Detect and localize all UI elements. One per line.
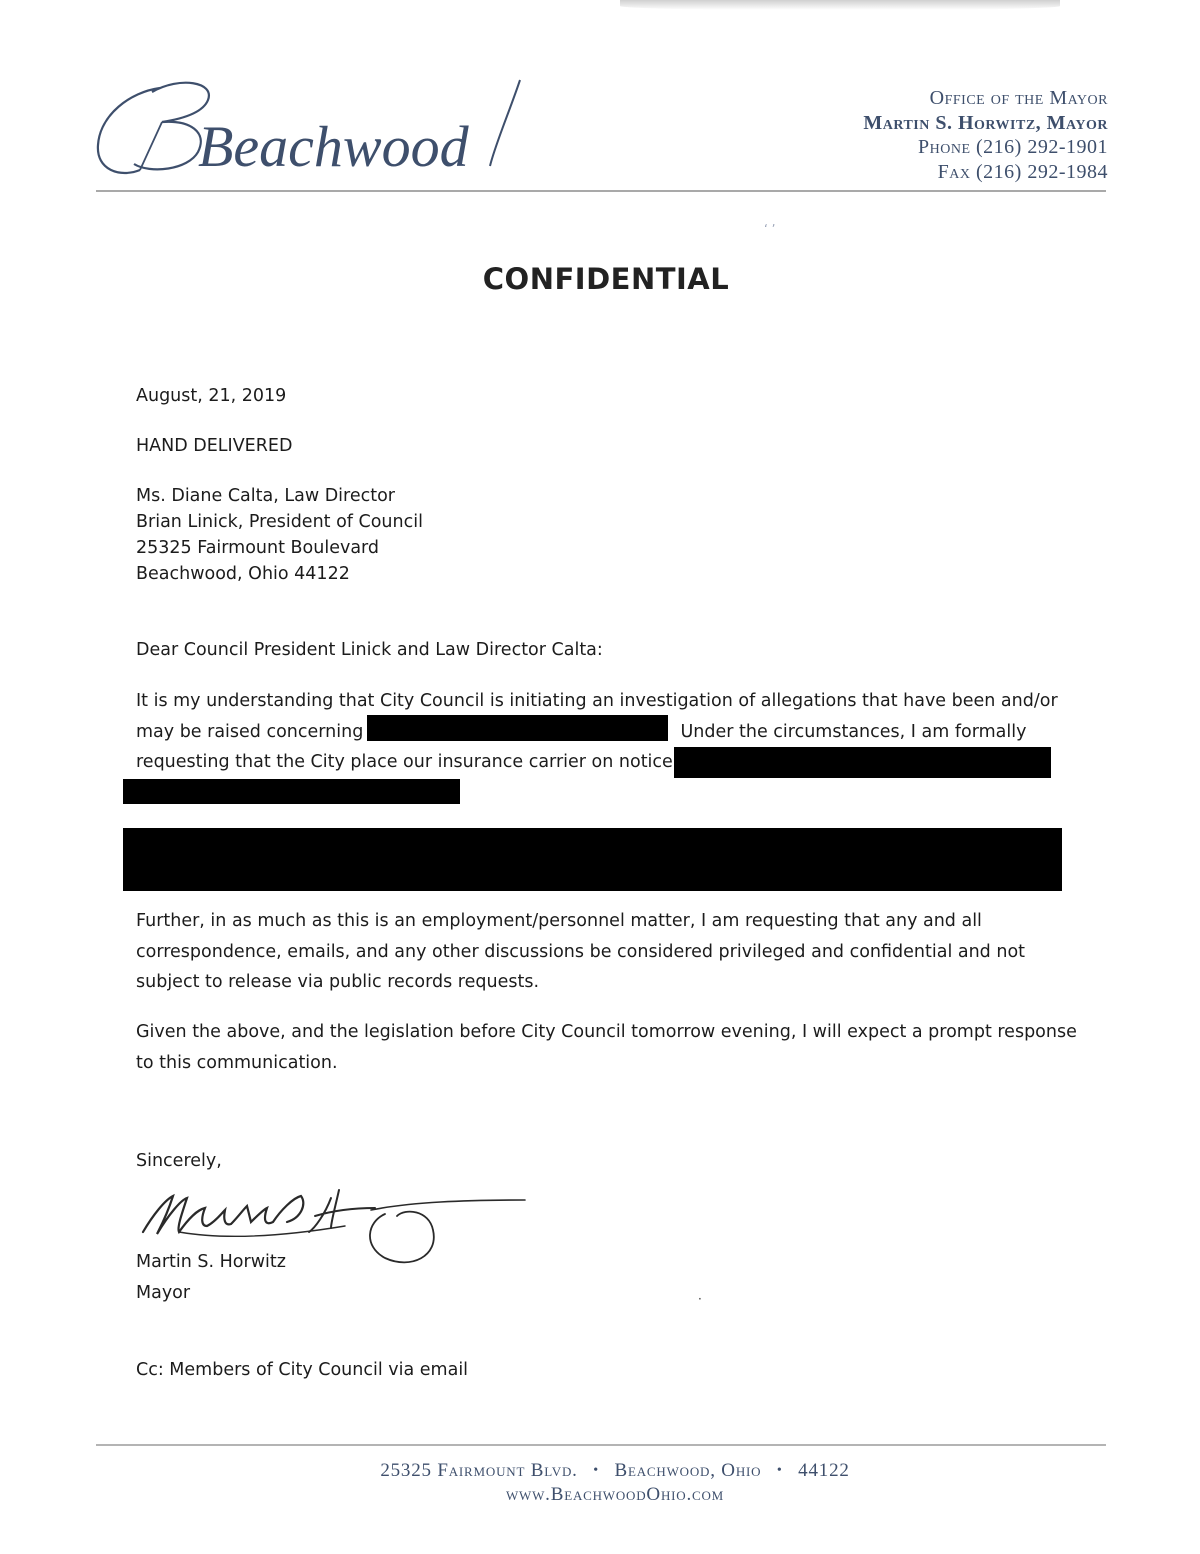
delivery-method: HAND DELIVERED xyxy=(136,436,293,456)
scan-shadow xyxy=(620,0,1060,10)
beachwood-script-logo xyxy=(90,70,550,190)
office-title: Office of the Mayor xyxy=(929,87,1108,109)
paragraph-3-line: to this communication. xyxy=(136,1052,338,1073)
paragraph-2-line: correspondence, emails, and any other discussions be considered privileged and confidential and not xyxy=(136,941,1026,962)
paragraph-3-line: Given the above, and the legislation before City Council tomorrow evening, I will expect a prompt response xyxy=(136,1022,1077,1042)
footer-divider xyxy=(96,1444,1106,1446)
footer-website: www.BeachwoodOhio.com xyxy=(505,1484,725,1505)
footer-city: Beachwood, Ohio xyxy=(614,1460,762,1481)
mayor-office-block xyxy=(863,86,1108,184)
signer-name: Martin S. Horwitz xyxy=(136,1252,286,1272)
paragraph-1-line-2-start: may be raised concerning xyxy=(136,721,364,742)
letterhead-divider xyxy=(96,190,1106,192)
signer-block xyxy=(136,1247,286,1309)
redaction-bar xyxy=(367,715,668,741)
carbon-copy-line: Cc: Members of City Council via email xyxy=(136,1360,469,1380)
paragraph-1-line-3: requesting that the City place our insurance carrier on notice xyxy=(136,752,673,772)
redaction-bar xyxy=(674,747,1051,778)
logo-script-text: Beachwood xyxy=(198,114,469,179)
signer-title: Mayor xyxy=(136,1283,191,1303)
paragraph-2 xyxy=(136,906,1025,998)
letter-date: August, 21, 2019 xyxy=(136,386,287,406)
redaction-block xyxy=(123,828,1062,891)
footer-separator: • xyxy=(776,1463,783,1478)
recipient-line: 25325 Fairmount Boulevard xyxy=(136,538,380,558)
footer-street: 25325 Fairmount Blvd. xyxy=(380,1460,578,1481)
paragraph-2-line: subject to release via public records requests. xyxy=(136,972,540,992)
paragraph-3 xyxy=(136,1017,1077,1078)
paragraph-2-line: Further, in as much as this is an employment/personnel matter, I am requesting that any and all xyxy=(136,911,982,931)
paragraph-1-line-2-end: Under the circumstances, I am formally xyxy=(680,721,1027,742)
footer-zip: 44122 xyxy=(798,1460,850,1481)
paragraph-1-line-1: It is my understanding that City Council is initiating an investigation of allegations that have been and/or xyxy=(136,691,1058,711)
footer-separator: • xyxy=(593,1463,599,1478)
recipient-line: Brian Linick, President of Council xyxy=(136,512,423,532)
recipient-line: Beachwood, Ohio 44122 xyxy=(136,564,350,584)
footer-address xyxy=(0,1460,1200,1482)
closing: Sincerely, xyxy=(136,1151,222,1171)
office-fax: Fax (216) 292-1984 xyxy=(937,160,1108,183)
office-phone: Phone (216) 292-1901 xyxy=(918,136,1108,158)
city-logo xyxy=(90,70,550,190)
recipient-address-block xyxy=(136,483,423,587)
redaction-bar xyxy=(123,779,460,804)
scan-speck: · xyxy=(698,1292,702,1306)
scan-speck: ʻ ʼ xyxy=(764,222,776,236)
recipient-line: Ms. Diane Calta, Law Director xyxy=(136,486,395,506)
mayor-name: Martin S. Horwitz, Mayor xyxy=(863,111,1108,134)
salutation: Dear Council President Linick and Law Director Calta: xyxy=(136,640,603,660)
document-title: CONFIDENTIAL xyxy=(482,262,730,296)
